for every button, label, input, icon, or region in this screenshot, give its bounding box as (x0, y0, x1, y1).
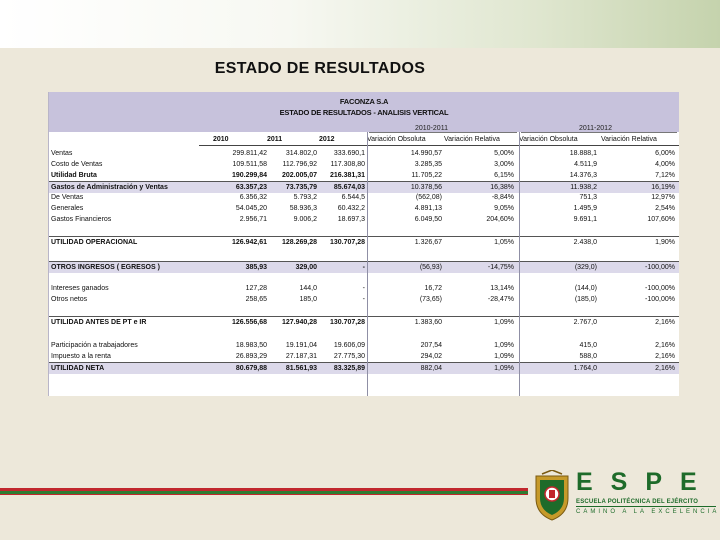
cell-v2011: 314.802,0 (285, 150, 317, 157)
cell-vab1: 16,72 (424, 285, 442, 292)
cell-vab1: 882,04 (420, 365, 442, 372)
cell-v2011: 27.187,31 (285, 353, 317, 360)
cell-v2011: 112.796,92 (282, 161, 317, 168)
cell-vrel2: 2,16% (655, 365, 675, 372)
cell-vrel1: -8,84% (491, 194, 514, 201)
cell-v2012: - (362, 264, 365, 271)
cell-v2012: 85.674,03 (333, 184, 365, 191)
cell-v2012: 130.707,28 (329, 319, 365, 326)
cell-vrel1: 9,05% (494, 205, 514, 212)
cell-v2010: 6.356,32 (239, 194, 267, 201)
cell-vab1: 294,02 (420, 353, 442, 360)
cell-v2010: 63.357,23 (235, 184, 267, 191)
cell-vrel2: 2,16% (655, 319, 675, 326)
logo-rule (576, 506, 716, 507)
cell-vab2: 415,0 (579, 342, 597, 349)
cell-vab2: 2.438,0 (573, 239, 597, 246)
cell-v2010: 126.556,68 (231, 319, 267, 326)
table-row (49, 261, 679, 273)
income-statement-table (48, 92, 679, 396)
table-row (49, 203, 679, 214)
cell-vab2: (144,0) (574, 285, 597, 292)
table-row (49, 236, 679, 248)
cell-vrel1: 1,09% (494, 365, 514, 372)
cell-v2010: 190.299,84 (231, 172, 267, 179)
cell-vab1: 207,54 (420, 342, 442, 349)
row-label: UTILIDAD ANTES DE PT e IR (51, 319, 147, 326)
row-label: Gastos de Administración y Ventas (51, 184, 168, 191)
cell-v2011: 128.269,28 (281, 239, 317, 246)
cell-vab1: 10.378,56 (410, 184, 442, 191)
cell-vab1: 11.705,22 (411, 172, 442, 179)
row-label: Impuesto a la renta (51, 353, 111, 360)
cell-vrel1: 204,60% (486, 216, 514, 223)
row-label: Otros netos (51, 296, 88, 303)
cell-vrel1: -14,75% (487, 264, 514, 271)
cell-vab1: 4.891,13 (414, 205, 442, 212)
cell-vab1: (73,65) (419, 296, 442, 303)
cell-vrel1: 3,00% (494, 161, 514, 168)
cell-vab1: 3.285,35 (414, 161, 442, 168)
table-row (49, 316, 679, 328)
table-row (49, 214, 679, 225)
cell-v2012: - (362, 285, 365, 292)
cell-vab2: 1.764,0 (573, 365, 597, 372)
cell-vrel1: 1,09% (494, 319, 514, 326)
cell-vrel1: 6,15% (494, 172, 514, 179)
cell-vrel2: 4,00% (655, 161, 675, 168)
col-var-rel-1: Variación Relativa (444, 136, 500, 143)
cell-v2012: 27.775,30 (333, 353, 365, 360)
row-label: Participación a trabajadores (51, 342, 138, 349)
table-subtitle: ESTADO DE RESULTADOS - ANALISIS VERTICAL (279, 108, 449, 117)
cell-vab2: 4.511,9 (574, 161, 597, 168)
divider-1 (367, 132, 368, 396)
cell-v2012: 60.432,2 (337, 205, 365, 212)
cell-vab1: 1.326,67 (414, 239, 442, 246)
col-2012: 2012 (319, 136, 335, 143)
cell-vab2: (185,0) (574, 296, 597, 303)
table-row (49, 362, 679, 374)
col-var-abs-2: Variación Obsoluta (519, 136, 578, 143)
cell-vrel2: 16,19% (651, 184, 675, 191)
divider-2 (519, 132, 520, 396)
cell-vab2: 2.767,0 (573, 319, 597, 326)
cell-vrel1: 13,14% (490, 285, 514, 292)
cell-vrel2: -100,00% (645, 264, 675, 271)
cell-v2010: 258,65 (245, 296, 267, 303)
cell-vrel2: 1,90% (655, 239, 675, 246)
cell-v2012: 6.544,5 (341, 194, 365, 201)
group-2011-2012: 2011-2012 (579, 125, 612, 132)
cell-vab1: 1.383,60 (414, 319, 442, 326)
cell-vab1: 14.990,57 (410, 150, 442, 157)
cell-v2010: 80.679,88 (235, 365, 267, 372)
top-band (0, 0, 720, 48)
cell-v2010: 385,93 (245, 264, 267, 271)
cell-v2011: 5.793,2 (293, 194, 317, 201)
row-label: Utilidad Bruta (51, 172, 97, 179)
cell-v2011: 19.191,04 (285, 342, 317, 349)
cell-vrel1: 16,38% (490, 184, 514, 191)
cell-vrel2: 2,54% (655, 205, 675, 212)
cell-v2012: 83.325,89 (333, 365, 365, 372)
table-row (49, 159, 679, 170)
row-label: Costo de Ventas (51, 161, 103, 168)
row-label: UTILIDAD OPERACIONAL (51, 239, 138, 246)
row-label: De Ventas (51, 194, 84, 201)
row-label: Ventas (51, 150, 73, 157)
cell-v2012: 18.697,3 (337, 216, 365, 223)
row-label: Generales (51, 205, 84, 212)
row-label: Intereses ganados (51, 285, 109, 292)
col-var-rel-2: Variación Relativa (601, 136, 657, 143)
page-title: ESTADO DE RESULTADOS (214, 60, 426, 77)
cell-vrel2: 107,60% (647, 216, 675, 223)
table-row (49, 294, 679, 305)
group-rule-1 (369, 132, 517, 133)
cell-vrel2: 6,00% (655, 150, 675, 157)
cell-v2010: 26.893,29 (235, 353, 267, 360)
table-row (49, 148, 679, 159)
cell-v2011: 202.005,07 (281, 172, 317, 179)
cell-vab1: 6.049,50 (414, 216, 442, 223)
row-label: Gastos Financieros (51, 216, 112, 223)
cell-vrel1: 5,00% (494, 150, 514, 157)
table-row (49, 170, 679, 181)
cell-v2012: 216.381,31 (329, 172, 365, 179)
cell-v2011: 58.936,3 (289, 205, 317, 212)
cell-v2010: 126.942,61 (231, 239, 267, 246)
cell-vrel2: 7,12% (655, 172, 675, 179)
logo-motto: CAMINO A LA EXCELENCIA (576, 509, 720, 515)
col-2010: 2010 (213, 136, 229, 143)
cell-v2012: 130.707,28 (329, 239, 365, 246)
cell-vab2: 11.938,2 (570, 184, 597, 191)
group-2010-2011: 2010-2011 (415, 125, 448, 132)
company-name: FACONZA S.A (339, 97, 389, 106)
cell-v2010: 18.983,50 (235, 342, 267, 349)
table-row (49, 192, 679, 203)
table-row (49, 340, 679, 351)
cell-v2011: 329,00 (295, 264, 317, 271)
cell-v2012: 117.308,80 (330, 161, 365, 168)
cell-vab2: (329,0) (574, 264, 597, 271)
cell-v2012: 333.690,1 (333, 150, 365, 157)
logo-letters: ESPE (576, 468, 715, 496)
cell-vab1: (56,93) (419, 264, 442, 271)
col-var-abs-1: Variación Obsoluta (367, 136, 426, 143)
cell-vrel1: 1,05% (494, 239, 514, 246)
cell-vab2: 9.691,1 (573, 216, 597, 223)
cell-vab2: 18.888,1 (569, 150, 597, 157)
espe-logo (532, 468, 718, 524)
cell-v2010: 2.956,71 (239, 216, 267, 223)
cell-v2010: 299.811,42 (232, 150, 267, 157)
row-label: OTROS INGRESOS ( EGRESOS ) (51, 264, 160, 271)
cell-v2011: 127.940,28 (281, 319, 317, 326)
cell-v2012: 19.606,09 (333, 342, 365, 349)
cell-vrel2: 12,97% (651, 194, 675, 201)
col-2011: 2011 (267, 136, 283, 143)
column-header-rule (199, 145, 679, 146)
cell-vrel1: 1,09% (494, 342, 514, 349)
cell-v2012: - (362, 296, 365, 303)
cell-v2011: 185,0 (299, 296, 317, 303)
cell-vab2: 751,3 (579, 194, 597, 201)
cell-v2010: 127,28 (245, 285, 267, 292)
table-row (49, 351, 679, 362)
cell-vrel2: -100,00% (645, 285, 675, 292)
cell-vrel2: -100,00% (645, 296, 675, 303)
row-label: UTILIDAD NETA (51, 365, 105, 372)
cell-v2011: 73.735,79 (285, 184, 317, 191)
cell-vrel2: 2,16% (655, 353, 675, 360)
cell-vab2: 1.495,9 (573, 205, 597, 212)
crest-icon (532, 470, 572, 522)
cell-vrel1: 1,09% (494, 353, 514, 360)
cell-v2011: 144,0 (299, 285, 317, 292)
cell-v2011: 9.006,2 (293, 216, 317, 223)
cell-v2010: 54.045,20 (235, 205, 267, 212)
cell-vrel1: -28,47% (487, 296, 514, 303)
table-row (49, 283, 679, 294)
cell-vab1: (562,08) (415, 194, 442, 201)
logo-subtitle: ESCUELA POLITÉCNICA DEL EJÉRCITO (576, 499, 699, 505)
cell-v2010: 109.511,58 (232, 161, 267, 168)
group-rule-2 (521, 132, 677, 133)
cell-v2011: 81.561,93 (285, 365, 317, 372)
stripe-red-thin (0, 494, 528, 495)
cell-vrel2: 2,16% (655, 342, 675, 349)
cell-vab2: 14.376,3 (569, 172, 597, 179)
cell-vab2: 588,0 (579, 353, 597, 360)
